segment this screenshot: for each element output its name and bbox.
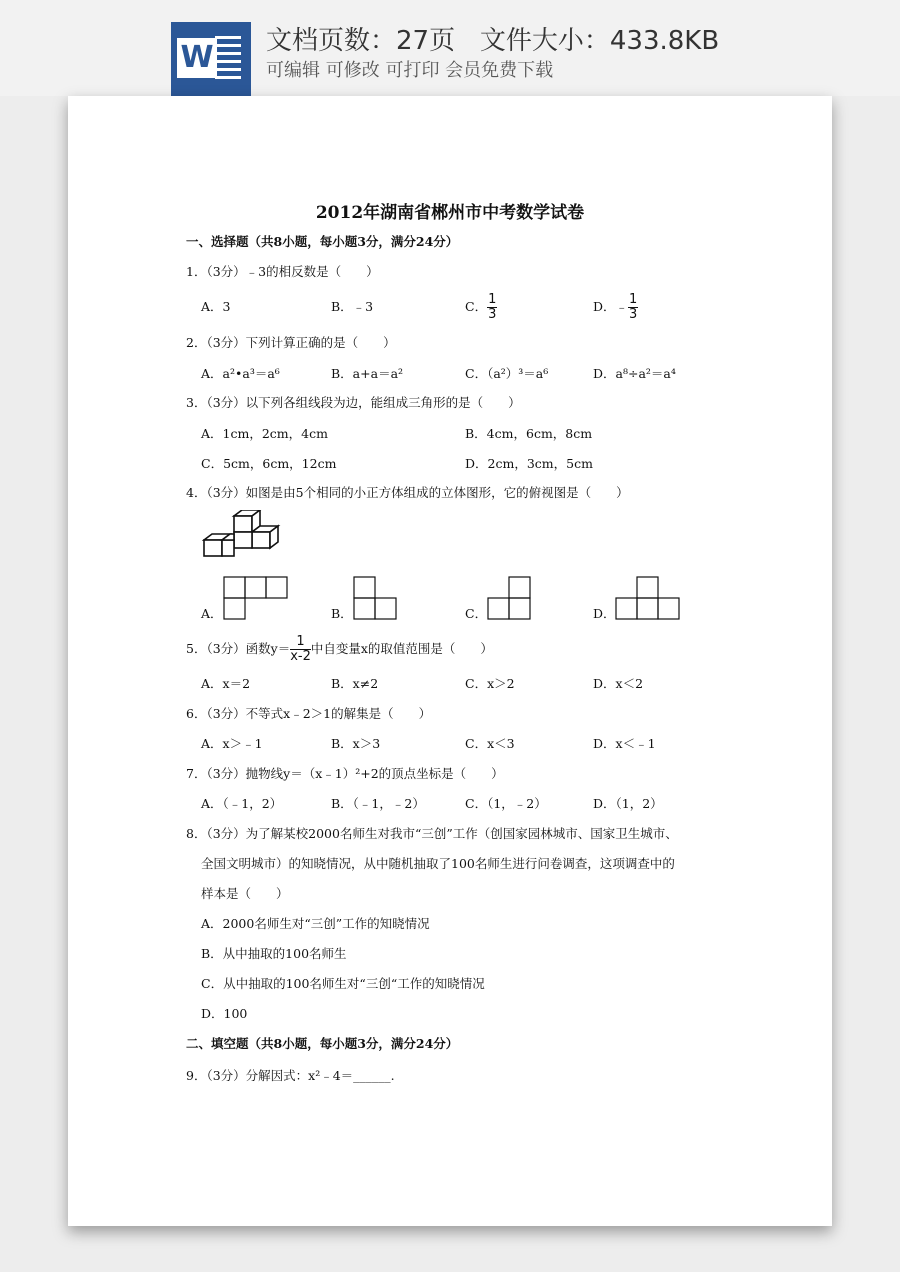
- q3-option-d: D．2cm，3cm，5cm: [465, 456, 593, 471]
- q8-stem-line3: 样本是（ ）: [201, 886, 289, 901]
- q3-option-c: C．5cm，6cm，12cm: [201, 456, 337, 471]
- document-page: [68, 96, 832, 1226]
- q3-stem: 3．（3分）以下列各组线段为边，能组成三角形的是（ ）: [186, 395, 521, 410]
- q1-option-a: A．3: [201, 299, 231, 314]
- q4-option-a-figure: [223, 576, 289, 620]
- q4-stem: 4．（3分）如图是由5个相同的小正方体组成的立体图形，它的俯视图是（ ）: [186, 485, 629, 500]
- q7-option-d: D．（1，2）: [593, 796, 663, 811]
- q5-stem: 5．（3分）函数y＝ $\frac{1}{x-2}$ 中自变量x的取值范围是（ ）: [186, 634, 493, 664]
- download-banner: [0, 0, 900, 96]
- q4-option-a-label: A．: [201, 606, 223, 621]
- q2-option-c: C．（a²）³＝a⁶: [465, 366, 549, 381]
- q6-stem: 6．（3分）不等式x﹣2＞1的解集是（ ）: [186, 706, 432, 721]
- q6-option-a: A．x＞﹣1: [201, 736, 263, 751]
- document-info-subtitle: 可编辑 可修改 可打印 会员免费下载: [266, 60, 554, 81]
- section-1-heading: 一、选择题（共8小题，每小题3分，满分24分）: [186, 234, 459, 249]
- q3-option-b: B．4cm，6cm，8cm: [465, 426, 593, 441]
- q5-option-b: B．x≠2: [331, 676, 379, 691]
- q2-option-d: D．a⁸÷a²＝a⁴: [593, 366, 676, 381]
- q4-option-c-figure: [487, 576, 533, 620]
- q8-stem-line1: 8．（3分）为了解某校2000名师生对我市“三创”工作（创国家园林城市、国家卫生城市、: [186, 826, 678, 841]
- q8-stem-line2: 全国文明城市）的知晓情况，从中随机抽取了100名师生进行问卷调查，这项调查中的: [201, 856, 675, 871]
- q4-option-d-figure: [615, 576, 681, 620]
- exam-title: 2012年湖南省郴州市中考数学试卷: [315, 203, 585, 223]
- q5-option-a: A．x＝2: [201, 676, 251, 691]
- q4-option-b-label: B．: [331, 606, 353, 621]
- q8-option-c: C．从中抽取的100名师生对“三创“工作的知晓情况: [201, 976, 485, 991]
- q5-option-d: D．x＜2: [593, 676, 644, 691]
- q8-option-d: D．100: [201, 1006, 248, 1021]
- document-info-title: 文档页数：27页 文件大小：433.8KB: [266, 26, 720, 56]
- q2-option-b: B．a+a＝a²: [331, 366, 404, 381]
- q4-option-b-figure: [353, 576, 399, 620]
- q4-option-c-label: C．: [465, 606, 488, 621]
- q8-option-a: A．2000名师生对“三创”工作的知晓情况: [201, 916, 430, 931]
- q8-option-b: B．从中抽取的100名师生: [201, 946, 347, 961]
- q4-solid-figure: [202, 510, 292, 566]
- q1-option-c: C． $\frac{1}{3}$: [465, 292, 497, 322]
- q1-option-d: D．﹣ $\frac{1}{3}$: [593, 292, 638, 322]
- q7-option-b: B．（﹣1，﹣2）: [331, 796, 425, 811]
- q1-stem: 1．（3分）﹣3的相反数是（ ）: [186, 264, 379, 279]
- q7-option-c: C．（1，﹣2）: [465, 796, 547, 811]
- q1-option-b: B．﹣3: [331, 299, 374, 314]
- q4-option-d-label: D．: [593, 606, 616, 621]
- q7-stem: 7．（3分）抛物线y＝（x﹣1）²+2的顶点坐标是（ ）: [186, 766, 504, 781]
- q2-option-a: A．a²•a³＝a⁶: [201, 366, 280, 381]
- q6-option-d: D．x＜﹣1: [593, 736, 656, 751]
- q3-option-a: A．1cm，2cm，4cm: [201, 426, 328, 441]
- q7-option-a: A．（﹣1，2）: [201, 796, 283, 811]
- word-icon-letter: W: [177, 38, 217, 78]
- q2-stem: 2．（3分）下列计算正确的是（ ）: [186, 335, 396, 350]
- word-document-icon: [171, 22, 251, 96]
- q6-option-c: C．x＜3: [465, 736, 515, 751]
- q5-option-c: C．x＞2: [465, 676, 515, 691]
- q6-option-b: B．x＞3: [331, 736, 381, 751]
- section-2-heading: 二、填空题（共8小题，每小题3分，满分24分）: [186, 1036, 459, 1051]
- q9-stem: 9．（3分）分解因式：x²﹣4＝______.: [186, 1068, 395, 1083]
